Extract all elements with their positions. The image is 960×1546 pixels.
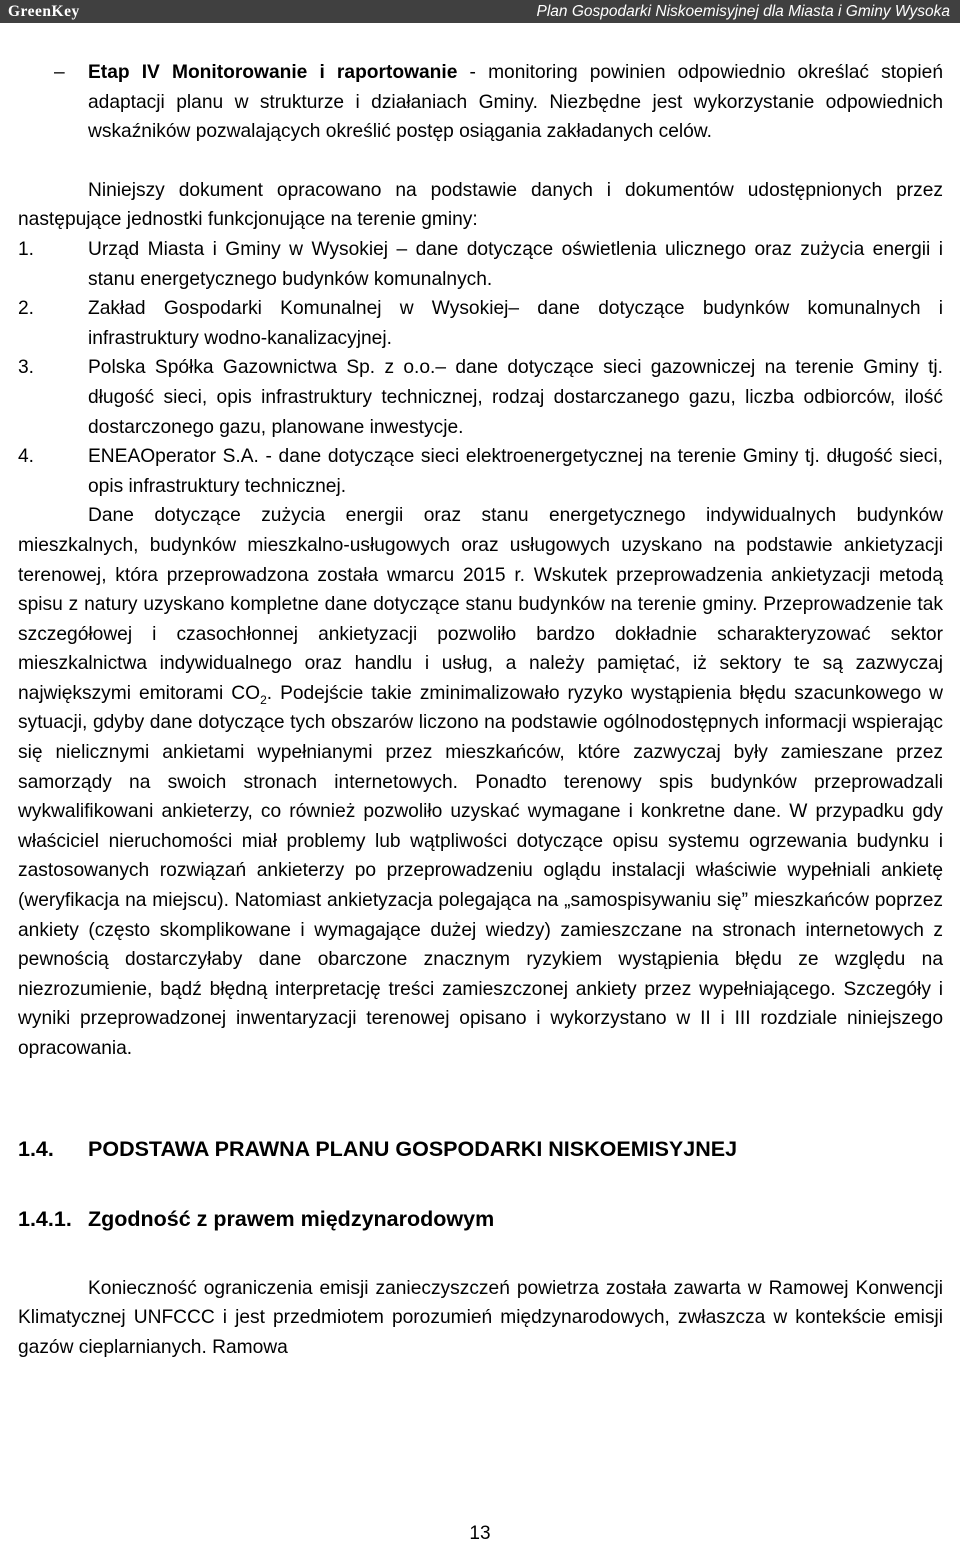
spacer (18, 1164, 943, 1204)
source-text: Urząd Miasta i Gminy w Wysokiej – dane dotyczące oświetlenia ulicznego oraz zużycia energii i stanu energetycznego budynków komunalnych. (88, 238, 943, 290)
source-item (18, 294, 943, 353)
bullet-bold-lead: Etap IV Monitorowanie i raportowanie (88, 62, 458, 83)
source-text: Polska Spółka Gazownictwa Sp. z o.o.– dane dotyczące sieci gazowniczej na terenie Gminy tj. długość sieci, opis infrastruktury technicznej, rodzaj dostarczanego gazu, liczba odbiorców, ilość dostarczonego gazu, planowane inwestycje. (88, 357, 943, 438)
spacer (18, 147, 943, 176)
header-document-title: Plan Gospodarki Niskoemisyjnej dla Miasta i Gminy Wysoka (536, 3, 950, 20)
list-number: 3. (18, 357, 35, 379)
source-text: ENEAOperator S.A. - dane dotyczące sieci elektroenergetycznej na terenie Gminy tj. długość sieci, opis infrastruktury technicznej. (88, 446, 943, 497)
sources-list (18, 235, 943, 501)
section-heading (18, 1134, 943, 1164)
section-title: PODSTAWA PRAWNA PLANU GOSPODARKI NISKOEMISYJNEJ (88, 1136, 738, 1161)
spacer (18, 1234, 943, 1274)
source-text: Zakład Gospodarki Komunalnej w Wysokiej– dane dotyczące budynków komunalnych i infrastruktury wodno-kanalizacyjnej. (88, 298, 943, 349)
survey-text-part1: Dane dotyczące zużycia energii oraz stanu energetycznego indywidualnych budynków mieszkalnych, budynków mieszkalno-usługowych oraz usługowych uzyskano na podstawie ankietyzacji terenowej, która przeprowadzona została wmarcu 2015 r. Wskutek przeprowadzenia ankietyzacji metodą spisu z natury uzyskano kompletne dane dotyczące stanu budynków na terenie gminy. Przeprowadzenie tak szczegółowej i czasochłonnej ankietyzacji pozwoliło bardzo dokładnie scharakteryzować sektor mieszkalnictwa indywidualnego oraz handlu i usług, a należy pamiętać, iż sektory te są zazwyczaj największymi emitorami CO (18, 505, 943, 704)
header-logo-text: GreenKey (8, 3, 80, 20)
survey-text-part2: . Podejście takie zminimalizowało ryzyko wystąpienia błędu szacunkowego w sytuacji, gdyby dane dotyczące tych obszarów liczono na podstawie ogólnodostępnych informacji wspierając się nielicznymi ankietami wypełnianymi przez mieszkańców, które zazwyczaj były zamieszane przez samorządy na swoich stronach internetowych. Ponadto terenowy spis budynków przeprowadzali wykwalifikowani ankieterzy, co również pozwoliło uzyskać wymagane i konkretne dane. W przypadku gdy właściciel nieruchomości miał problemy lub wątpliwości dotyczące opisu systemu ogrzewania budynku i zastosowanych rozwiązań ankieterzy po przeprowadzeniu oglądu instalacji właściwie wypełniali ankietę (weryfikacja na miejscu). Natomiast ankietyzacja polegająca na „samospisywaniu się” mieszkańców poprzez ankiety (często skomplikowane i wymagające dużej wiedzy) zamieszczane na stronach internetowych z pewnością dostarczyłaby dane obarczone znacznym ryzykiem wystąpienia błędu ze względu na niezrozumienie, bądź błędną interpretację treści zamieszczonej ankiety przez wypełniającego. Szczegóły i wyniki przeprowadzonej inwentaryzacji terenowej opisano i wykorzystano w II i III rozdziale niniejszego opracowania. (18, 682, 944, 1059)
bullet-item (18, 58, 943, 147)
survey-paragraph (18, 501, 943, 1063)
closing-paragraph: Konieczność ograniczenia emisji zanieczyszczeń powietrza została zawarta w Ramowej Konwencji Klimatycznej UNFCCC i jest przedmiotem porozumień międzynarodowych, zwłaszcza w kontekście emisji gazów cieplarnianych. Ramowa (18, 1277, 943, 1358)
page-number: 13 (469, 1523, 491, 1544)
co2-subscript: 2 (260, 692, 267, 707)
subsection-title: Zgodność z prawem międzynarodowym (88, 1206, 495, 1231)
bullet-text: - monitoring powinien odpowiednio określać stopień adaptacji planu w strukturze i działaniach Gminy. Niezbędne jest wykorzystanie odpowiednich wskaźników pozwalających określić postęp osiągania zakładanych celów. (88, 62, 943, 143)
spacer (18, 1064, 943, 1134)
list-number: 4. (18, 446, 35, 468)
dash-marker: – (54, 62, 65, 83)
list-number: 2. (18, 298, 35, 320)
source-item (18, 353, 943, 442)
source-item (18, 235, 943, 294)
page-header (0, 0, 960, 23)
subsection-heading (18, 1204, 943, 1234)
list-number: 1. (18, 238, 35, 260)
section-number: 1.4. (18, 1136, 54, 1161)
source-item (18, 442, 943, 501)
page-content (18, 58, 943, 1362)
subsection-number: 1.4.1. (18, 1206, 72, 1231)
intro-paragraph: Niniejszy dokument opracowano na podstawie danych i dokumentów udostępnionych przez następujące jednostki funkcjonujące na terenie gminy: (18, 179, 943, 231)
